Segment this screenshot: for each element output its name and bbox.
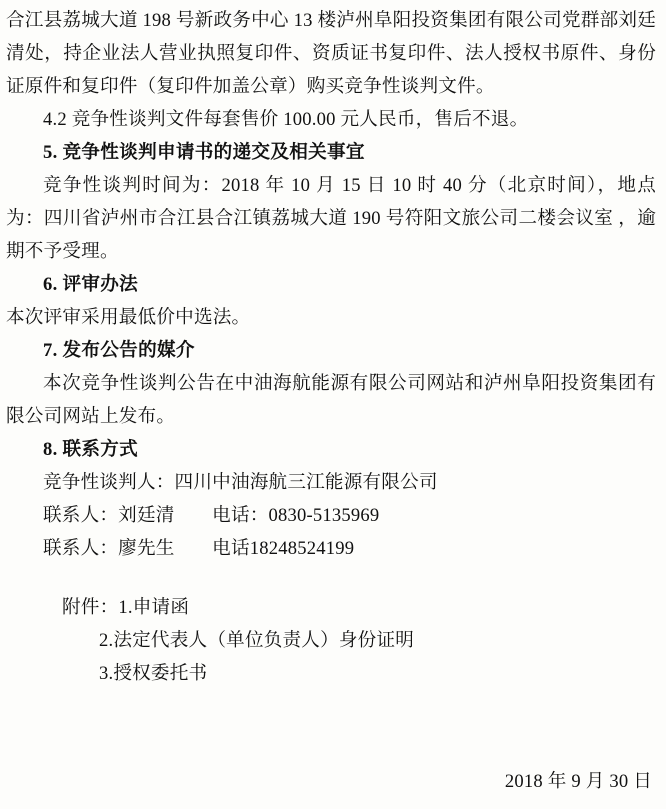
- heading-section-6: 6. 评审办法: [43, 274, 139, 295]
- paragraph-section-7-body: 本次竞争性谈判公告在中油海航能源有限公司网站和泸州阜阳投资集团有限公司网站上发布。: [6, 373, 656, 427]
- paragraph-section-5-body: 竞争性谈判时间为：2018 年 10 月 15 日 10 时 40 分（北京时间），地点为：四川省泸州市合江县合江镇荔城大道 190 号符阳文旅公司二楼会议室 ，逾期不予受理。: [6, 175, 656, 262]
- paragraph-contact-2: 联系人：廖先生 电话18248524199: [43, 538, 355, 559]
- paragraph-address: 合江县荔城大道 198 号新政务中心 13 楼泸州阜阳投资集团有限公司党群部刘廷清处，持企业法人营业执照复印件、资质证书复印件、法人授权书原件、身份证原件和复印件（复印件加盖公章）购买竞争性谈判文件。: [6, 10, 656, 97]
- heading-section-7: 7. 发布公告的媒介: [43, 340, 195, 361]
- attachment-item-2: 2.法定代表人（单位负责人）身份证明: [99, 630, 415, 651]
- attachment-item-3: 3.授权委托书: [99, 663, 208, 684]
- paragraph-contact-1: 联系人：刘廷清 电话：0830-5135969: [43, 505, 380, 526]
- heading-section-5: 5. 竞争性谈判申请书的递交及相关事宜: [43, 142, 365, 163]
- attachment-label-line: 附件：1.申请函: [62, 597, 190, 618]
- paragraph-negotiator: 竞争性谈判人：四川中油海航三江能源有限公司: [43, 472, 438, 493]
- spacer: [6, 565, 656, 591]
- document-date: 2018 年 9 月 30 日: [504, 771, 652, 792]
- paragraph-item-4-2: 4.2 竞争性谈判文件每套售价 100.00 元人民币，售后不退。: [43, 109, 529, 130]
- paragraph-section-6-body: 本次评审采用最低价中选法。: [6, 307, 251, 328]
- heading-section-8: 8. 联系方式: [43, 439, 139, 460]
